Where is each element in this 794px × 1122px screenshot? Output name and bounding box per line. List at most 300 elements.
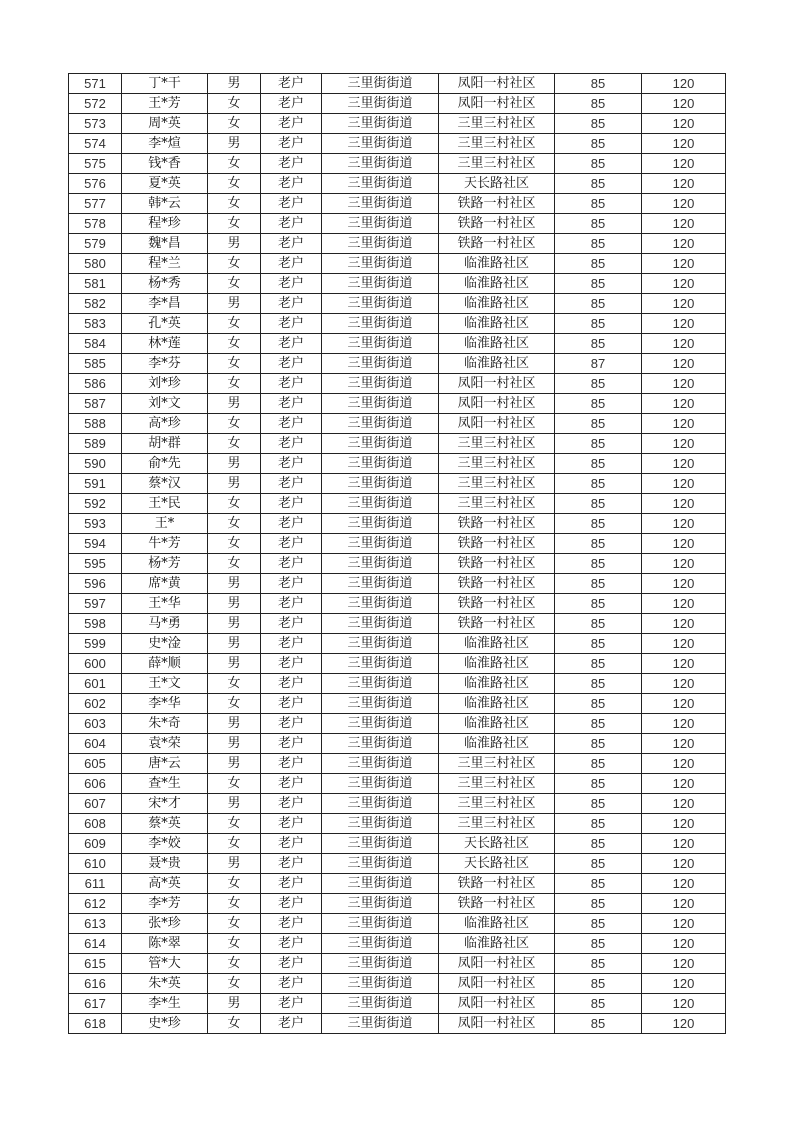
cell-age: 85 <box>555 754 642 774</box>
table-body <box>69 74 726 1034</box>
table-row <box>69 814 726 834</box>
cell-amount: 120 <box>642 854 726 874</box>
cell-community: 天长路社区 <box>439 854 555 874</box>
cell-household-type: 老户 <box>261 814 322 834</box>
cell-street: 三里街街道 <box>322 954 439 974</box>
cell-amount: 120 <box>642 414 726 434</box>
cell-gender: 男 <box>208 454 261 474</box>
cell-community: 凤阳一村社区 <box>439 394 555 414</box>
cell-street: 三里街街道 <box>322 294 439 314</box>
cell-community: 凤阳一村社区 <box>439 994 555 1014</box>
cell-name: 张*珍 <box>122 914 208 934</box>
cell-age: 85 <box>555 274 642 294</box>
cell-amount: 120 <box>642 374 726 394</box>
cell-name: 王*文 <box>122 674 208 694</box>
cell-household-type: 老户 <box>261 694 322 714</box>
cell-street: 三里街街道 <box>322 934 439 954</box>
cell-age: 85 <box>555 614 642 634</box>
cell-gender: 女 <box>208 314 261 334</box>
cell-age: 85 <box>555 734 642 754</box>
cell-amount: 120 <box>642 94 726 114</box>
cell-street: 三里街街道 <box>322 74 439 94</box>
table-row <box>69 294 726 314</box>
cell-row-number: 589 <box>69 434 122 454</box>
cell-name: 钱*香 <box>122 154 208 174</box>
table-row <box>69 474 726 494</box>
cell-amount: 120 <box>642 114 726 134</box>
table-row <box>69 894 726 914</box>
cell-community: 铁路一村社区 <box>439 194 555 214</box>
cell-household-type: 老户 <box>261 494 322 514</box>
cell-age: 85 <box>555 254 642 274</box>
cell-community: 三里三村社区 <box>439 154 555 174</box>
table-row <box>69 574 726 594</box>
cell-community: 凤阳一村社区 <box>439 414 555 434</box>
cell-name: 袁*荣 <box>122 734 208 754</box>
cell-row-number: 603 <box>69 714 122 734</box>
cell-amount: 120 <box>642 194 726 214</box>
cell-name: 李*煊 <box>122 134 208 154</box>
cell-row-number: 576 <box>69 174 122 194</box>
cell-row-number: 599 <box>69 634 122 654</box>
cell-age: 85 <box>555 974 642 994</box>
cell-household-type: 老户 <box>261 154 322 174</box>
cell-household-type: 老户 <box>261 654 322 674</box>
cell-household-type: 老户 <box>261 74 322 94</box>
cell-community: 凤阳一村社区 <box>439 374 555 394</box>
roster-table <box>68 73 726 1034</box>
cell-gender: 女 <box>208 174 261 194</box>
cell-age: 85 <box>555 594 642 614</box>
table-row <box>69 594 726 614</box>
cell-community: 临淮路社区 <box>439 294 555 314</box>
cell-age: 85 <box>555 994 642 1014</box>
cell-household-type: 老户 <box>261 554 322 574</box>
cell-street: 三里街街道 <box>322 734 439 754</box>
cell-name: 杨*秀 <box>122 274 208 294</box>
cell-community: 临淮路社区 <box>439 314 555 334</box>
cell-street: 三里街街道 <box>322 454 439 474</box>
cell-age: 85 <box>555 134 642 154</box>
cell-age: 85 <box>555 214 642 234</box>
cell-age: 85 <box>555 634 642 654</box>
cell-row-number: 611 <box>69 874 122 894</box>
cell-name: 王* <box>122 514 208 534</box>
cell-row-number: 578 <box>69 214 122 234</box>
cell-street: 三里街街道 <box>322 874 439 894</box>
cell-community: 临淮路社区 <box>439 274 555 294</box>
cell-name: 杨*芳 <box>122 554 208 574</box>
cell-amount: 120 <box>642 214 726 234</box>
cell-gender: 男 <box>208 294 261 314</box>
cell-age: 85 <box>555 534 642 554</box>
cell-community: 凤阳一村社区 <box>439 94 555 114</box>
cell-gender: 男 <box>208 794 261 814</box>
cell-gender: 女 <box>208 534 261 554</box>
cell-name: 李*昌 <box>122 294 208 314</box>
cell-row-number: 571 <box>69 74 122 94</box>
cell-community: 临淮路社区 <box>439 694 555 714</box>
cell-gender: 女 <box>208 334 261 354</box>
cell-age: 85 <box>555 914 642 934</box>
cell-row-number: 607 <box>69 794 122 814</box>
cell-name: 丁*干 <box>122 74 208 94</box>
cell-row-number: 612 <box>69 894 122 914</box>
cell-street: 三里街街道 <box>322 354 439 374</box>
cell-row-number: 580 <box>69 254 122 274</box>
cell-gender: 女 <box>208 974 261 994</box>
cell-name: 史*珍 <box>122 1014 208 1034</box>
cell-age: 85 <box>555 654 642 674</box>
cell-street: 三里街街道 <box>322 614 439 634</box>
cell-row-number: 596 <box>69 574 122 594</box>
cell-amount: 120 <box>642 594 726 614</box>
cell-household-type: 老户 <box>261 594 322 614</box>
cell-gender: 女 <box>208 194 261 214</box>
cell-gender: 女 <box>208 154 261 174</box>
cell-gender: 女 <box>208 814 261 834</box>
cell-gender: 女 <box>208 774 261 794</box>
table-row <box>69 654 726 674</box>
table-row <box>69 874 726 894</box>
cell-row-number: 573 <box>69 114 122 134</box>
cell-community: 三里三村社区 <box>439 814 555 834</box>
cell-gender: 男 <box>208 394 261 414</box>
cell-household-type: 老户 <box>261 914 322 934</box>
cell-amount: 120 <box>642 1014 726 1034</box>
cell-community: 天长路社区 <box>439 834 555 854</box>
cell-name: 李*姣 <box>122 834 208 854</box>
cell-row-number: 597 <box>69 594 122 614</box>
cell-household-type: 老户 <box>261 774 322 794</box>
cell-community: 三里三村社区 <box>439 114 555 134</box>
cell-name: 宋*才 <box>122 794 208 814</box>
cell-community: 临淮路社区 <box>439 354 555 374</box>
cell-street: 三里街街道 <box>322 914 439 934</box>
cell-gender: 男 <box>208 634 261 654</box>
cell-gender: 男 <box>208 714 261 734</box>
cell-gender: 女 <box>208 374 261 394</box>
cell-amount: 120 <box>642 574 726 594</box>
cell-name: 刘*文 <box>122 394 208 414</box>
cell-street: 三里街街道 <box>322 834 439 854</box>
cell-row-number: 604 <box>69 734 122 754</box>
cell-community: 三里三村社区 <box>439 774 555 794</box>
cell-row-number: 608 <box>69 814 122 834</box>
cell-household-type: 老户 <box>261 434 322 454</box>
cell-name: 魏*昌 <box>122 234 208 254</box>
cell-household-type: 老户 <box>261 894 322 914</box>
cell-name: 蔡*汉 <box>122 474 208 494</box>
cell-name: 朱*英 <box>122 974 208 994</box>
cell-household-type: 老户 <box>261 394 322 414</box>
cell-household-type: 老户 <box>261 1014 322 1034</box>
cell-street: 三里街街道 <box>322 214 439 234</box>
cell-row-number: 601 <box>69 674 122 694</box>
cell-community: 铁路一村社区 <box>439 894 555 914</box>
table-row <box>69 234 726 254</box>
cell-age: 85 <box>555 174 642 194</box>
table-row <box>69 854 726 874</box>
cell-street: 三里街街道 <box>322 194 439 214</box>
cell-gender: 女 <box>208 514 261 534</box>
table-row <box>69 354 726 374</box>
cell-community: 临淮路社区 <box>439 734 555 754</box>
cell-street: 三里街街道 <box>322 514 439 534</box>
cell-age: 85 <box>555 794 642 814</box>
cell-row-number: 577 <box>69 194 122 214</box>
cell-street: 三里街街道 <box>322 994 439 1014</box>
cell-community: 铁路一村社区 <box>439 214 555 234</box>
cell-community: 临淮路社区 <box>439 914 555 934</box>
table-row <box>69 414 726 434</box>
cell-amount: 120 <box>642 514 726 534</box>
cell-age: 85 <box>555 934 642 954</box>
cell-street: 三里街街道 <box>322 1014 439 1034</box>
table-row <box>69 254 726 274</box>
cell-household-type: 老户 <box>261 874 322 894</box>
cell-row-number: 594 <box>69 534 122 554</box>
cell-household-type: 老户 <box>261 94 322 114</box>
cell-age: 85 <box>555 74 642 94</box>
cell-age: 85 <box>555 954 642 974</box>
cell-gender: 女 <box>208 914 261 934</box>
cell-row-number: 586 <box>69 374 122 394</box>
cell-community: 铁路一村社区 <box>439 514 555 534</box>
cell-household-type: 老户 <box>261 634 322 654</box>
cell-community: 铁路一村社区 <box>439 534 555 554</box>
cell-street: 三里街街道 <box>322 274 439 294</box>
table-row <box>69 554 726 574</box>
cell-age: 85 <box>555 414 642 434</box>
cell-row-number: 584 <box>69 334 122 354</box>
table-row <box>69 714 726 734</box>
cell-amount: 120 <box>642 334 726 354</box>
cell-age: 85 <box>555 814 642 834</box>
cell-amount: 120 <box>642 134 726 154</box>
cell-gender: 女 <box>208 414 261 434</box>
cell-street: 三里街街道 <box>322 234 439 254</box>
cell-amount: 120 <box>642 234 726 254</box>
cell-household-type: 老户 <box>261 994 322 1014</box>
cell-household-type: 老户 <box>261 314 322 334</box>
cell-name: 孔*英 <box>122 314 208 334</box>
cell-age: 85 <box>555 154 642 174</box>
cell-household-type: 老户 <box>261 754 322 774</box>
cell-amount: 120 <box>642 934 726 954</box>
cell-name: 周*英 <box>122 114 208 134</box>
cell-community: 凤阳一村社区 <box>439 954 555 974</box>
cell-community: 临淮路社区 <box>439 254 555 274</box>
cell-household-type: 老户 <box>261 934 322 954</box>
cell-household-type: 老户 <box>261 194 322 214</box>
cell-household-type: 老户 <box>261 534 322 554</box>
cell-gender: 女 <box>208 894 261 914</box>
cell-household-type: 老户 <box>261 854 322 874</box>
cell-street: 三里街街道 <box>322 794 439 814</box>
cell-community: 三里三村社区 <box>439 134 555 154</box>
cell-row-number: 600 <box>69 654 122 674</box>
table-row <box>69 74 726 94</box>
cell-age: 85 <box>555 434 642 454</box>
cell-street: 三里街街道 <box>322 334 439 354</box>
cell-gender: 女 <box>208 114 261 134</box>
cell-name: 马*勇 <box>122 614 208 634</box>
table-row <box>69 394 726 414</box>
cell-amount: 120 <box>642 974 726 994</box>
cell-age: 85 <box>555 494 642 514</box>
cell-street: 三里街街道 <box>322 654 439 674</box>
cell-name: 牛*芳 <box>122 534 208 554</box>
cell-community: 铁路一村社区 <box>439 614 555 634</box>
cell-name: 林*莲 <box>122 334 208 354</box>
cell-household-type: 老户 <box>261 954 322 974</box>
cell-household-type: 老户 <box>261 354 322 374</box>
cell-row-number: 592 <box>69 494 122 514</box>
cell-street: 三里街街道 <box>322 374 439 394</box>
cell-name: 王*民 <box>122 494 208 514</box>
table-row <box>69 774 726 794</box>
cell-gender: 男 <box>208 474 261 494</box>
cell-community: 三里三村社区 <box>439 794 555 814</box>
cell-age: 85 <box>555 294 642 314</box>
table-row <box>69 634 726 654</box>
cell-street: 三里街街道 <box>322 434 439 454</box>
cell-row-number: 572 <box>69 94 122 114</box>
cell-age: 85 <box>555 1014 642 1034</box>
table-row <box>69 794 726 814</box>
cell-community: 三里三村社区 <box>439 454 555 474</box>
cell-street: 三里街街道 <box>322 134 439 154</box>
table-row <box>69 334 726 354</box>
cell-age: 85 <box>555 114 642 134</box>
cell-amount: 120 <box>642 734 726 754</box>
cell-row-number: 583 <box>69 314 122 334</box>
table-row <box>69 134 726 154</box>
cell-name: 高*英 <box>122 874 208 894</box>
cell-household-type: 老户 <box>261 374 322 394</box>
cell-name: 高*珍 <box>122 414 208 434</box>
cell-gender: 女 <box>208 954 261 974</box>
cell-street: 三里街街道 <box>322 394 439 414</box>
cell-gender: 男 <box>208 734 261 754</box>
cell-gender: 男 <box>208 234 261 254</box>
table-row <box>69 974 726 994</box>
cell-row-number: 602 <box>69 694 122 714</box>
cell-amount: 120 <box>642 454 726 474</box>
cell-community: 凤阳一村社区 <box>439 74 555 94</box>
cell-gender: 男 <box>208 134 261 154</box>
cell-street: 三里街街道 <box>322 974 439 994</box>
cell-age: 85 <box>555 874 642 894</box>
cell-gender: 男 <box>208 574 261 594</box>
cell-age: 85 <box>555 94 642 114</box>
cell-amount: 120 <box>642 354 726 374</box>
cell-name: 王*芳 <box>122 94 208 114</box>
cell-household-type: 老户 <box>261 234 322 254</box>
cell-amount: 120 <box>642 634 726 654</box>
cell-age: 85 <box>555 474 642 494</box>
cell-community: 铁路一村社区 <box>439 874 555 894</box>
cell-name: 程*珍 <box>122 214 208 234</box>
cell-amount: 120 <box>642 834 726 854</box>
cell-household-type: 老户 <box>261 674 322 694</box>
cell-row-number: 574 <box>69 134 122 154</box>
cell-street: 三里街街道 <box>322 114 439 134</box>
cell-name: 夏*英 <box>122 174 208 194</box>
cell-amount: 120 <box>642 754 726 774</box>
cell-community: 铁路一村社区 <box>439 234 555 254</box>
cell-gender: 女 <box>208 834 261 854</box>
cell-amount: 120 <box>642 954 726 974</box>
cell-name: 王*华 <box>122 594 208 614</box>
cell-amount: 120 <box>642 534 726 554</box>
cell-gender: 女 <box>208 434 261 454</box>
table-row <box>69 434 726 454</box>
cell-street: 三里街街道 <box>322 894 439 914</box>
cell-row-number: 585 <box>69 354 122 374</box>
cell-row-number: 616 <box>69 974 122 994</box>
table-row <box>69 494 726 514</box>
cell-street: 三里街街道 <box>322 674 439 694</box>
cell-row-number: 615 <box>69 954 122 974</box>
cell-amount: 120 <box>642 814 726 834</box>
cell-row-number: 609 <box>69 834 122 854</box>
table-row <box>69 954 726 974</box>
cell-household-type: 老户 <box>261 474 322 494</box>
cell-name: 唐*云 <box>122 754 208 774</box>
cell-row-number: 579 <box>69 234 122 254</box>
cell-community: 天长路社区 <box>439 174 555 194</box>
cell-community: 凤阳一村社区 <box>439 1014 555 1034</box>
cell-street: 三里街街道 <box>322 694 439 714</box>
cell-amount: 120 <box>642 694 726 714</box>
cell-household-type: 老户 <box>261 334 322 354</box>
cell-gender: 男 <box>208 994 261 1014</box>
cell-street: 三里街街道 <box>322 574 439 594</box>
cell-amount: 120 <box>642 494 726 514</box>
table-row <box>69 1014 726 1034</box>
table-row <box>69 274 726 294</box>
cell-row-number: 614 <box>69 934 122 954</box>
table-row <box>69 674 726 694</box>
cell-household-type: 老户 <box>261 574 322 594</box>
cell-row-number: 606 <box>69 774 122 794</box>
cell-age: 85 <box>555 834 642 854</box>
cell-amount: 120 <box>642 434 726 454</box>
cell-household-type: 老户 <box>261 114 322 134</box>
cell-gender: 女 <box>208 214 261 234</box>
cell-name: 席*黄 <box>122 574 208 594</box>
cell-amount: 120 <box>642 74 726 94</box>
cell-name: 聂*贵 <box>122 854 208 874</box>
cell-age: 85 <box>555 894 642 914</box>
cell-name: 李*华 <box>122 694 208 714</box>
cell-row-number: 582 <box>69 294 122 314</box>
cell-amount: 120 <box>642 474 726 494</box>
cell-household-type: 老户 <box>261 214 322 234</box>
cell-gender: 女 <box>208 354 261 374</box>
cell-household-type: 老户 <box>261 274 322 294</box>
table-row <box>69 174 726 194</box>
table-row <box>69 614 726 634</box>
cell-household-type: 老户 <box>261 714 322 734</box>
cell-row-number: 595 <box>69 554 122 574</box>
cell-amount: 120 <box>642 554 726 574</box>
cell-gender: 男 <box>208 654 261 674</box>
cell-amount: 120 <box>642 294 726 314</box>
cell-age: 85 <box>555 854 642 874</box>
